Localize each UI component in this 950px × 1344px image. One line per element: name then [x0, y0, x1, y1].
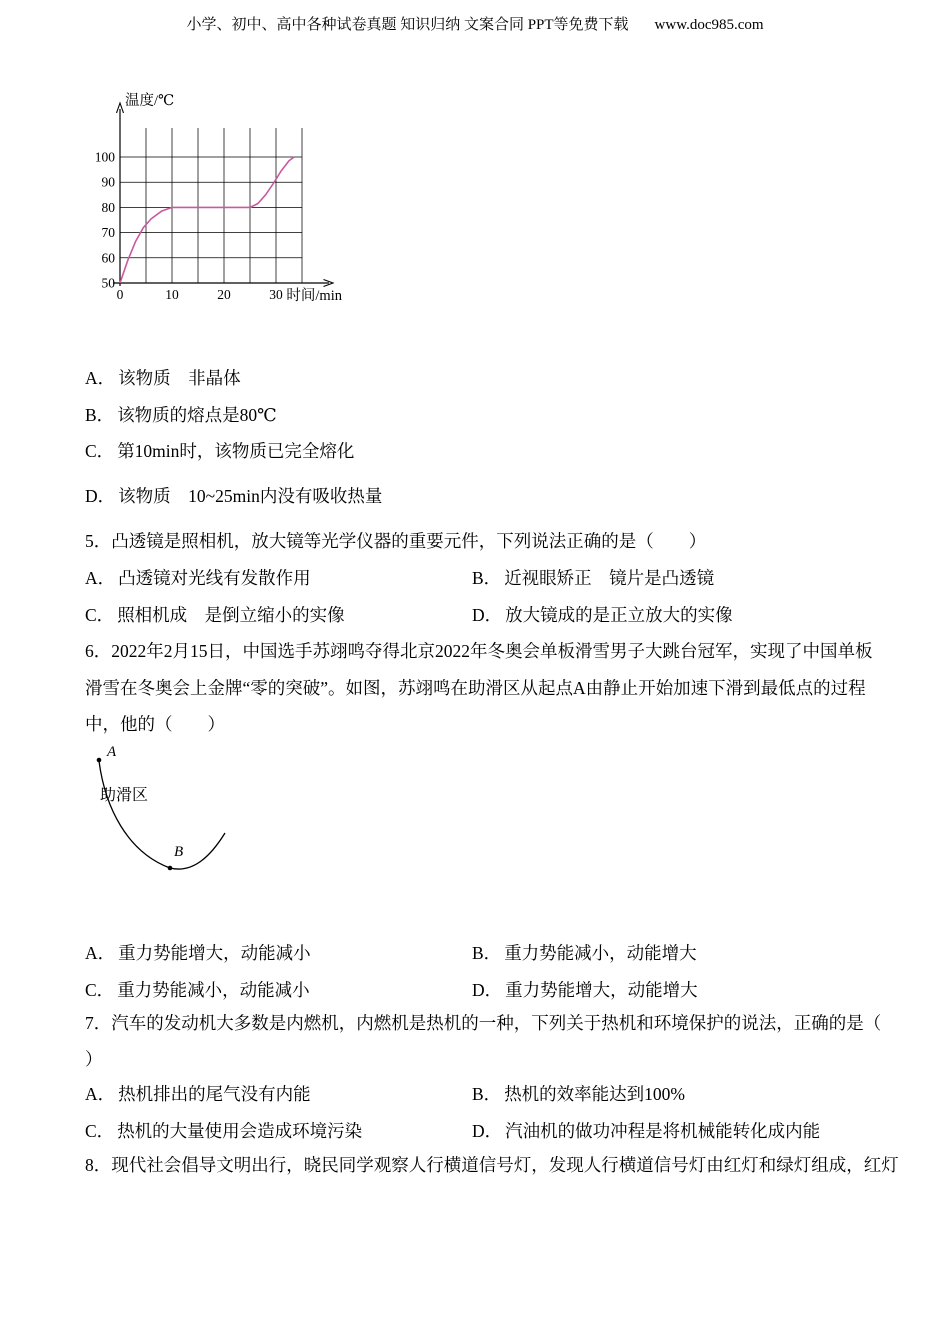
option-label: C． — [85, 604, 115, 625]
option-text: 放大镜成的是正立放大的实像 — [505, 604, 733, 625]
option-text: 汽油机的做功冲程是将机械能转化成内能 — [505, 1120, 821, 1141]
point-a-label: A — [107, 744, 117, 760]
ski-slope-diagram — [82, 742, 257, 897]
y-tick-label: 100 — [95, 149, 115, 165]
x-tick-label: 10 — [165, 287, 179, 302]
option-text: 重力势能减小，动能减小 — [117, 979, 310, 1000]
option-a — [85, 1076, 472, 1113]
option-d — [472, 972, 698, 1009]
option-b — [472, 935, 698, 972]
option-label: C． — [85, 979, 115, 1000]
option-a — [85, 560, 472, 597]
option-label: D． — [85, 485, 116, 506]
point-b-dot — [168, 866, 173, 871]
y-tick-label: 80 — [101, 199, 115, 215]
option-label: A． — [85, 568, 116, 588]
option-label: B． — [472, 943, 502, 963]
option-b — [472, 560, 733, 597]
question-5-options — [85, 560, 733, 633]
option-label: A． — [85, 943, 116, 963]
question-7-stem-line-1: 7．汽车的发动机大多数是内燃机，内燃机是热机的一种，下列关于热机和环境保护的说法，正确的是（ — [85, 1013, 882, 1033]
x-tick-label: 30 — [269, 287, 283, 302]
option-text: 第10min时，该物质已完全熔化 — [117, 441, 355, 461]
option-label: B． — [472, 1084, 502, 1104]
y-tick-label: 70 — [101, 225, 115, 241]
header-url-link[interactable]: www.doc985.com — [654, 17, 764, 33]
question-5 — [85, 523, 733, 633]
y-tick-label: 50 — [101, 275, 115, 291]
y-axis-title: 温度/℃ — [125, 93, 175, 109]
option-a — [85, 935, 472, 972]
melting-chart-svg — [95, 90, 445, 312]
option-label: A． — [85, 1084, 116, 1104]
option-d — [472, 597, 733, 634]
option-text: 热机排出的尾气没有内能 — [118, 1084, 311, 1104]
option-text: 凸透镜对光线有发散作用 — [118, 568, 311, 588]
option-text: 重力势能增大，动能增大 — [505, 979, 698, 1000]
option-text: 重力势能增大，动能减小 — [118, 943, 311, 963]
question-7-stem — [85, 1006, 881, 1077]
x-axis-title: 时间/min — [286, 288, 342, 304]
option-text: 该物质 10~25min内没有吸收热量 — [118, 485, 383, 506]
header-text: 小学、初中、高中各种试卷真题 知识归纳 文案合同 PPT等免费下载 — [186, 17, 629, 33]
y-tick-label: 60 — [101, 250, 115, 266]
option-text: 该物质的熔点是80℃ — [117, 404, 277, 425]
option-c — [85, 433, 382, 470]
option-text: 热机的效率能达到100% — [504, 1084, 686, 1104]
option-label: C． — [85, 441, 115, 461]
page-header — [0, 13, 950, 34]
option-label: B． — [85, 404, 115, 425]
melting-chart — [95, 90, 445, 317]
slope-curve — [99, 761, 225, 869]
option-text: 近视眼矫正 镜片是凸透镜 — [504, 568, 715, 588]
question-6-stem-line-1: 6．2022年2月15日，中国选手苏翊鸣夺得北京2022年冬奥会单板滑雪男子大跳台冠军，实现了中国单板 — [85, 641, 873, 661]
option-label: C． — [85, 1120, 115, 1141]
question-4-options — [85, 360, 382, 514]
option-c — [85, 597, 472, 634]
question-5-stem: 5．凸透镜是照相机，放大镜等光学仪器的重要元件，下列说法正确的是（ ） — [85, 531, 707, 551]
option-text: 照相机成 是倒立缩小的实像 — [117, 604, 345, 625]
x-tick-label: 20 — [217, 287, 231, 302]
y-tick-label: 90 — [101, 174, 115, 190]
option-d — [472, 1113, 820, 1150]
question-6-options — [85, 935, 698, 1008]
question-8-stem — [85, 1147, 899, 1184]
x-tick-label: 0 — [116, 287, 124, 302]
point-b-label: B — [174, 844, 184, 860]
option-text: 该物质 非晶体 — [118, 368, 241, 388]
point-a-dot — [97, 758, 102, 763]
slide-zone-label: 助滑区 — [100, 787, 149, 804]
option-text: 重力势能减小，动能增大 — [504, 943, 697, 963]
option-label: D． — [472, 979, 503, 1000]
question-7-options — [85, 1076, 820, 1149]
option-a — [85, 360, 382, 397]
option-b — [472, 1076, 820, 1113]
option-c — [85, 972, 472, 1009]
option-b — [85, 397, 382, 434]
question-6-stem — [85, 633, 873, 743]
question-7-stem-line-2: ） — [85, 1048, 103, 1069]
question-6-stem-line-2: 滑雪在冬奥会上金牌“零的突破”。如图，苏翊鸣在助滑区从起点A由静止开始加速下滑到最低点的过程 — [85, 677, 866, 698]
option-text: 热机的大量使用会造成环境污染 — [117, 1120, 363, 1141]
option-label: D． — [472, 1120, 503, 1141]
option-label: B． — [472, 568, 502, 588]
option-label: A． — [85, 368, 116, 388]
option-label: D． — [472, 604, 503, 625]
question-8-stem-line-1: 8．现代社会倡导文明出行，晓民同学观察人行横道信号灯，发现人行横道信号灯由红灯和绿灯组成，红灯 — [85, 1155, 899, 1175]
option-c — [85, 1113, 472, 1150]
ski-slope-svg — [82, 742, 257, 892]
question-6-stem-line-3: 中，他的（ ） — [85, 714, 225, 734]
option-d — [85, 478, 382, 515]
